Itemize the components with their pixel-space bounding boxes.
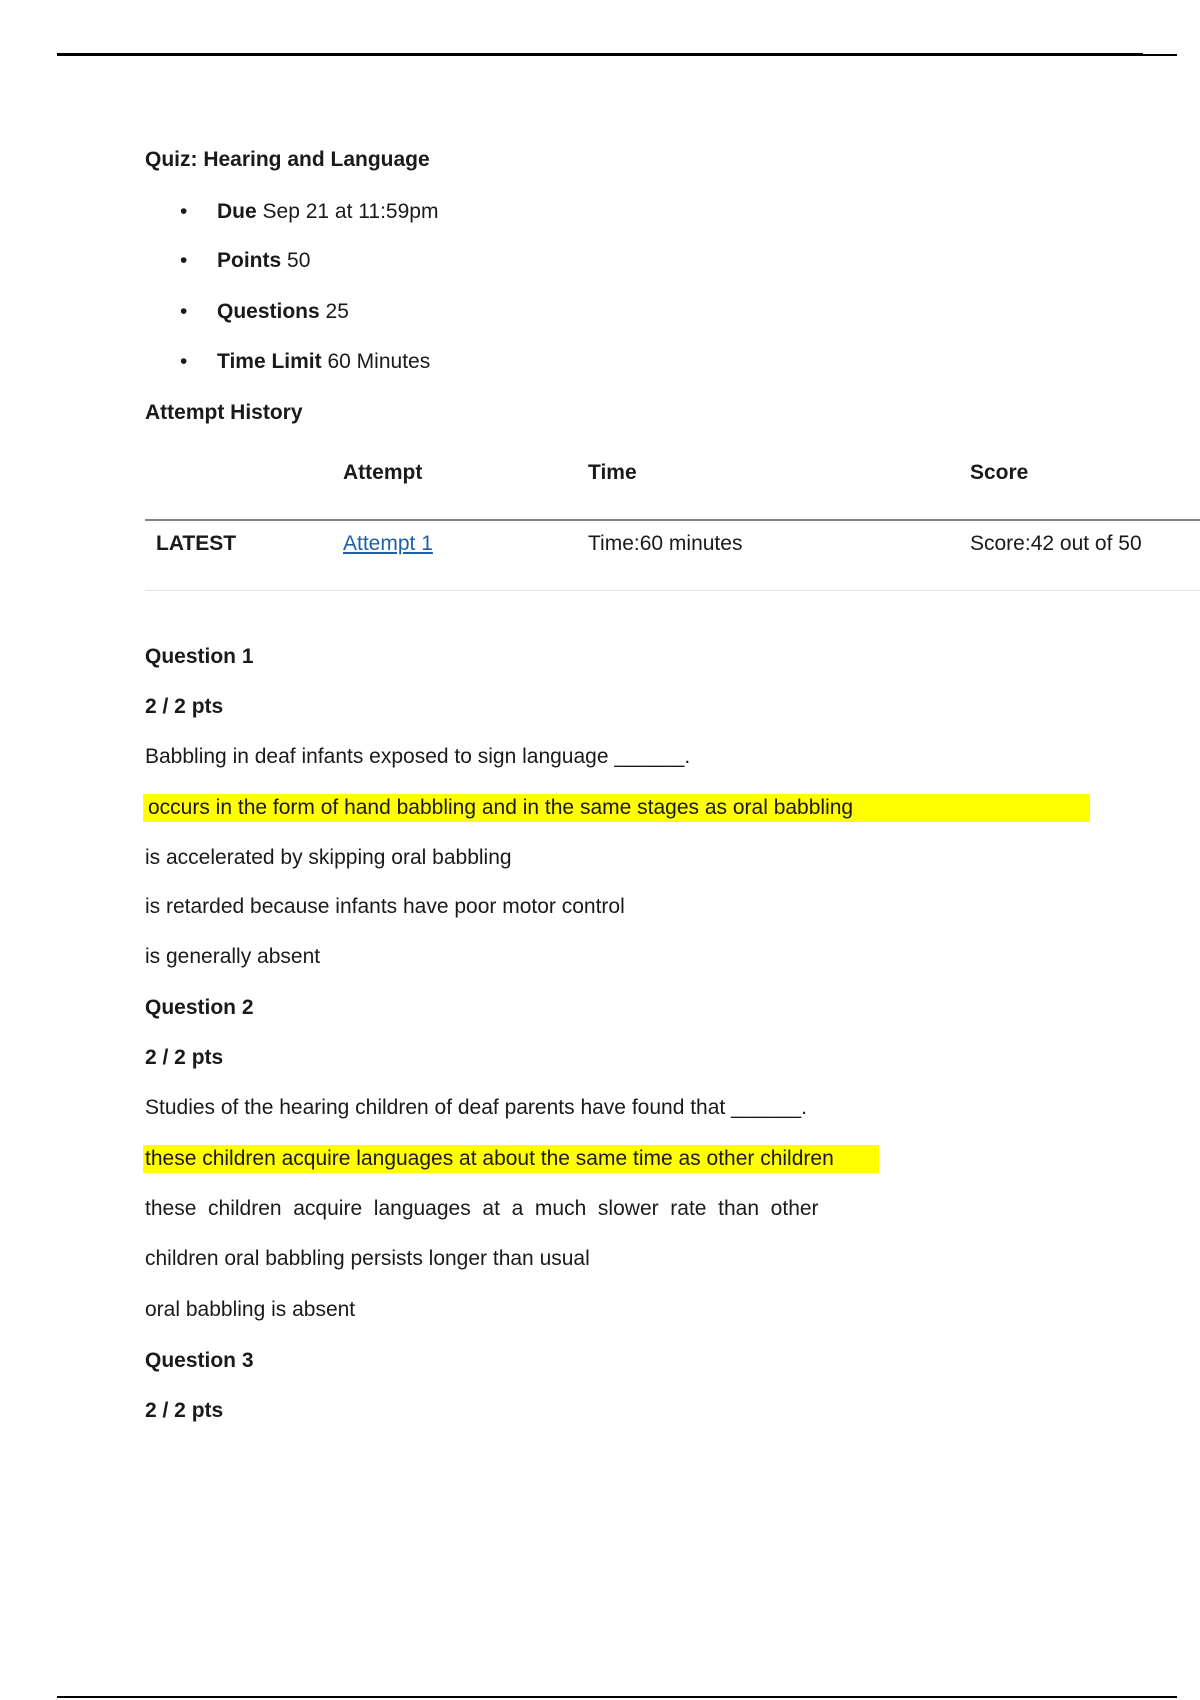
meta-value: Sep 21 at 11:59pm (262, 200, 439, 223)
quiz-title: Quiz: Hearing and Language (145, 148, 430, 171)
column-header-time: Time (588, 461, 637, 484)
meta-label: Due (217, 200, 257, 223)
question-1-answer-3: is retarded because infants have poor motor control (145, 895, 625, 918)
question-1-answer-1: occurs in the form of hand babbling and in the same stages as oral babbling (148, 796, 854, 819)
meta-label: Questions (217, 300, 320, 323)
meta-value: 50 (287, 249, 311, 272)
table-header-divider (145, 519, 1200, 521)
question-3-title: Question 3 (145, 1349, 254, 1372)
question-1-answer-2: is accelerated by skipping oral babbling (145, 846, 512, 869)
column-header-attempt: Attempt (343, 461, 423, 484)
attempt-score: Score:42 out of 50 (970, 532, 1142, 555)
bullet-icon: • (180, 249, 188, 272)
bullet-icon: • (180, 350, 188, 373)
question-1-prompt: Babbling in deaf infants exposed to sign language ______. (145, 745, 691, 768)
attempt-time: Time:60 minutes (588, 532, 743, 555)
question-2-answer-1: these children acquire languages at about the same time as other children (145, 1147, 834, 1170)
column-header-score: Score (970, 461, 1029, 484)
top-rule (57, 53, 1143, 56)
bottom-rule (57, 1696, 1177, 1698)
attempt-history-heading: Attempt History (145, 401, 303, 424)
question-3-points: 2 / 2 pts (145, 1399, 224, 1422)
question-2-title: Question 2 (145, 996, 254, 1019)
attempt-1-link[interactable]: Attempt 1 (343, 532, 433, 555)
bullet-icon: • (180, 300, 188, 323)
question-2-prompt: Studies of the hearing children of deaf parents have found that ______. (145, 1096, 807, 1119)
question-2-points: 2 / 2 pts (145, 1046, 224, 1069)
question-2-answer-3: children oral babbling persists longer than usual (145, 1247, 590, 1270)
question-2-answer-4: oral babbling is absent (145, 1298, 356, 1321)
meta-value: 25 (325, 300, 349, 323)
meta-label: Time Limit (217, 350, 322, 373)
question-2-answer-2: these children acquire languages at a much slower rate than other (145, 1197, 819, 1220)
question-1-title: Question 1 (145, 645, 254, 668)
bullet-icon: • (180, 200, 188, 223)
table-row-divider (145, 590, 1200, 591)
top-rule-tail (1143, 54, 1177, 56)
meta-label: Points (217, 249, 282, 272)
question-1-answer-4: is generally absent (145, 945, 321, 968)
question-1-points: 2 / 2 pts (145, 695, 224, 718)
meta-value: 60 Minutes (327, 350, 431, 373)
latest-badge: LATEST (156, 532, 237, 555)
